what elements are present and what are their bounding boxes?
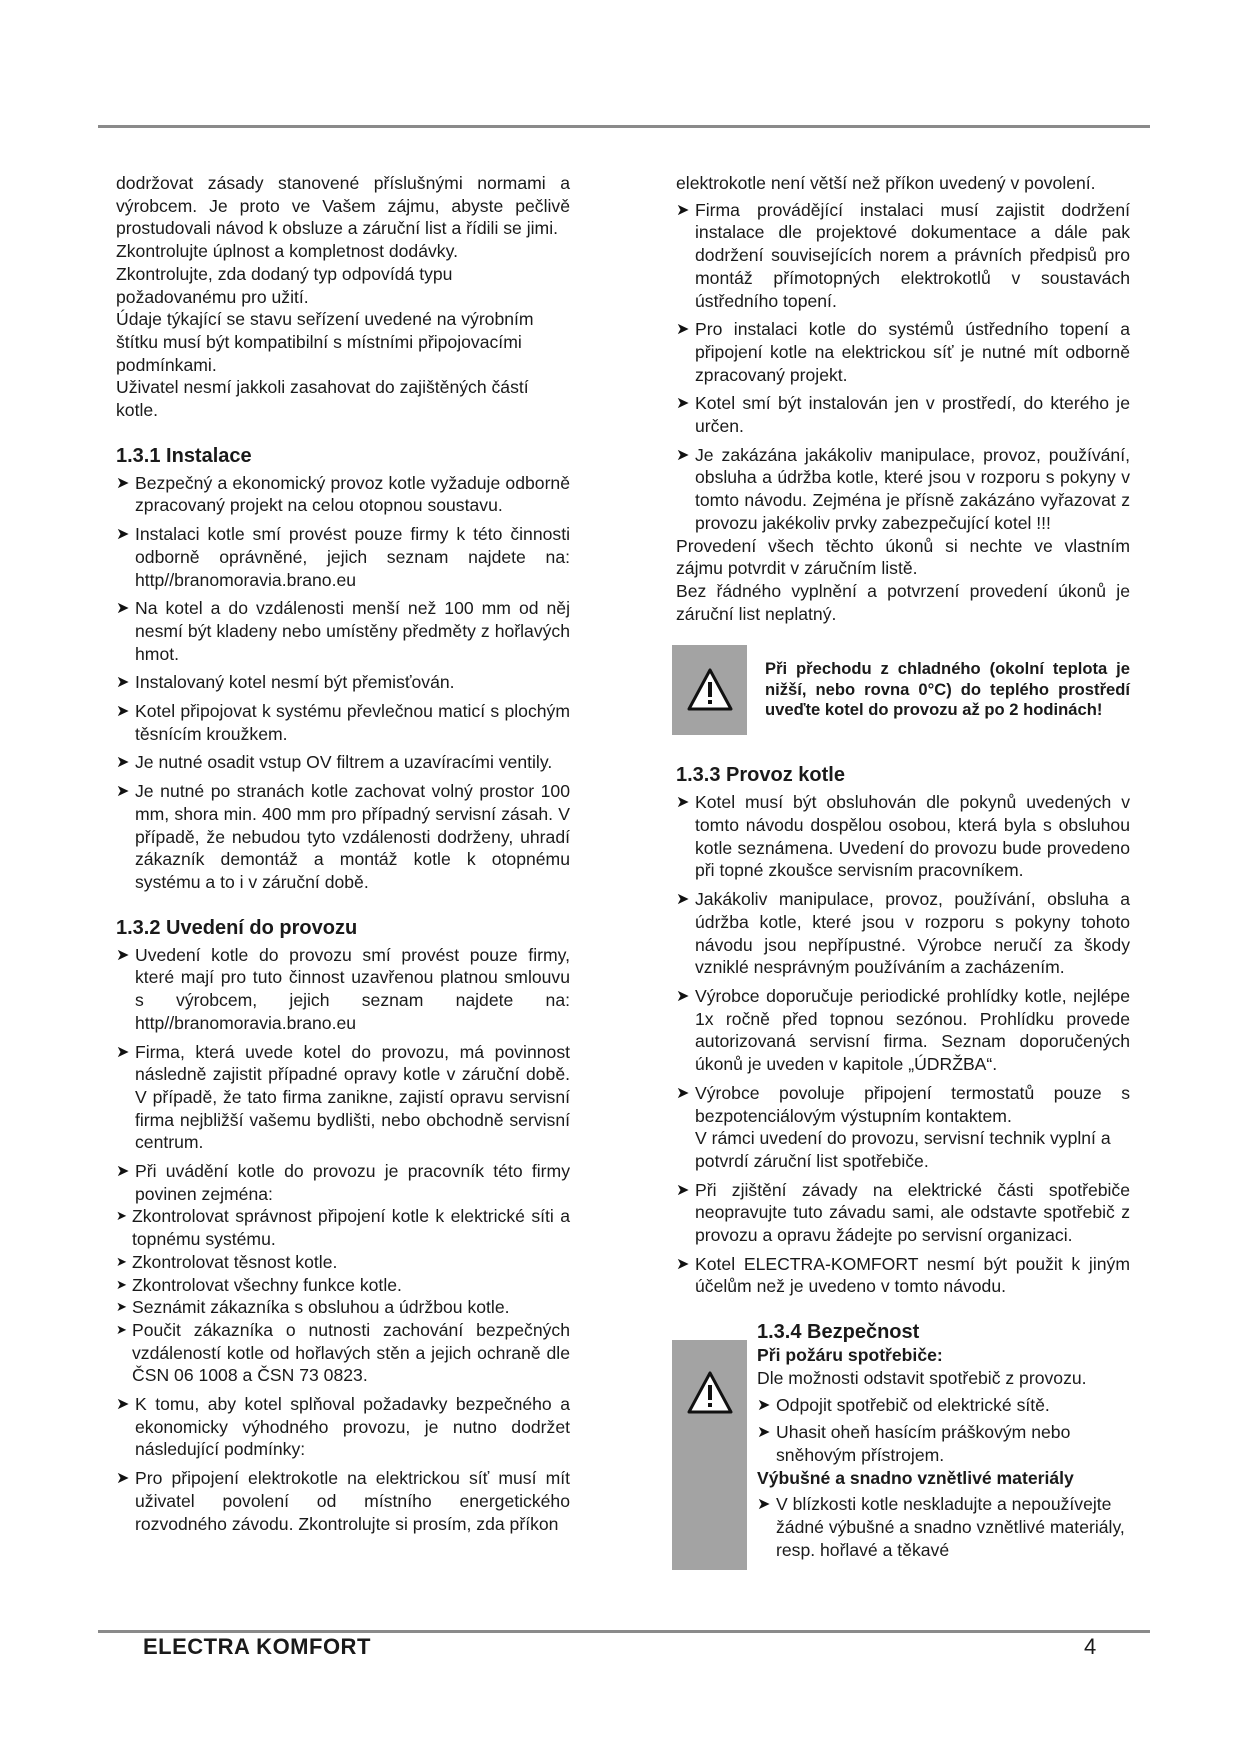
list-item: ➤ Kotel smí být instalován jen v prostředí, do kterého je určen.	[676, 393, 1130, 437]
provoz-note: V rámci uvedení do provozu, servisní technik vyplní a potvrdí záruční list spotřebiče.	[695, 1128, 1111, 1171]
arrow-bullet-icon: ➤	[676, 794, 690, 812]
arrow-bullet-icon: ➤	[676, 1084, 690, 1102]
sub-list-item: ➤ Poučit zákazníka o nutnosti zachování bezpečných vzdáleností kotle od hořlavých stěn a jejich ochraně dle ČSN 06 1008 a ČSN 73 0823.	[116, 1319, 570, 1386]
list-item: ➤ Instalaci kotle smí provést pouze firmy k této činnosti odborně oprávněné, jejich seznam najdete na: http//branomoravia.brano.eu	[116, 524, 570, 590]
bezpecnost-section	[676, 1320, 1130, 1561]
list-item: ➤ Při uvádění kotle do provozu je pracovník této firmy povinen zejména:	[116, 1161, 570, 1204]
section-heading-uvedeni: 1.3.2 Uvedení do provozu	[116, 916, 358, 939]
intro-paragraph: dodržovat zásady stanovené příslušnými normami a výrobcem. Je proto ve Vašem zájmu, abyste pečlivě prostudovali návod k obsluze a záruční list a řídili se jimi.	[116, 173, 570, 239]
bottom-rule	[98, 1630, 1150, 1633]
list-item: ➤ Je zakázána jakákoliv manipulace, provoz, používání, obsluha a údržba kotle, které jsou v rozporu s pokyny v tomto návodu. Zejména je přísně zakázáno vyřazovat z provozu jakékoliv prvky zabezpečující kotel !!!	[676, 444, 1130, 533]
bezpecnost-content	[757, 1320, 1130, 1561]
list-item: ➤ Při zjištění závady na elektrické části spotřebiče neopravujte tuto závadu sami, ale odstavte spotřebič z provozu a opravu žádejte po servisní organizaci.	[676, 1179, 1130, 1246]
sub-list-item: ➤ Zkontrolovat těsnost kotle.	[116, 1251, 338, 1272]
arrow-bullet-icon: ➤	[676, 395, 690, 413]
arrow-bullet-icon: ➤	[116, 754, 130, 772]
list-item: ➤ Odpojit spotřebič od elektrické sítě.	[757, 1394, 1050, 1415]
list-item: ➤ Kotel musí být obsluhován dle pokynů uvedených v tomto návodu dospělou osobou, která byla s obsluhou kotle seznámena. Uvedení do provozu bude provedeno při topné zkoušce servisním pracovníkem.	[676, 792, 1130, 881]
pozar-heading: Při požáru spotřebiče:	[757, 1345, 943, 1366]
right-column	[676, 172, 1130, 1561]
arrow-bullet-icon: ➤	[757, 1396, 771, 1414]
list-item: ➤ Instalovaný kotel nesmí být přemisťován.	[116, 672, 455, 693]
list-item: ➤ Je nutné osadit vstup OV filtrem a uzavíracími ventily.	[116, 752, 553, 773]
continuation-text: elektrokotle není větší než příkon uvedený v povolení.	[676, 173, 1096, 193]
arrow-bullet-icon: ➤	[676, 321, 690, 339]
warning-box	[676, 645, 1130, 755]
arrow-bullet-icon: ➤	[116, 1321, 127, 1337]
section-heading-instalace: 1.3.1 Instalace	[116, 444, 252, 467]
left-column	[116, 172, 570, 1535]
arrow-bullet-icon: ➤	[757, 1496, 771, 1514]
section-heading-bezpecnost: 1.3.4 Bezpečnost	[757, 1321, 920, 1344]
arrow-bullet-icon: ➤	[116, 1396, 130, 1414]
list-item: ➤ Výrobce povoluje připojení termostatů pouze s bezpotenciálovým výstupním kontaktem.	[676, 1082, 1130, 1126]
arrow-bullet-icon: ➤	[116, 526, 130, 544]
list-item: ➤ Je nutné po stranách kotle zachovat volný prostor 100 mm, shora min. 400 mm pro případný servisní zásah. V případě, že nebudou tyto vzdálenosti dodrženy, uhradí zákazník demontáž a montáž kotle k otopnému systému a to i v záruční době.	[116, 781, 570, 892]
list-item: ➤ Kotel ELECTRA-KOMFORT nesmí být použit k jiným účelům než je uvedeno v tomto návodu.	[676, 1253, 1130, 1297]
list-item: ➤ V blízkosti kotle neskladujte a nepoužívejte žádné výbušné a snadno vznětlivé materiály, resp. hořlavé a těkavé	[757, 1494, 1125, 1560]
arrow-bullet-icon: ➤	[116, 946, 130, 964]
intro-paragraph: Zkontrolujte úplnost a kompletnost dodávky.	[116, 241, 458, 262]
page-number: 4	[1084, 1634, 1097, 1659]
arrow-bullet-icon: ➤	[116, 1299, 127, 1315]
list-item: ➤ Výrobce doporučuje periodické prohlídky kotle, nejlépe 1x ročně před topnou sezónou. Prohlídku provede autorizovaná servisní firma. Seznam doporučených úkonů je uveden v kapitole „ÚDRŽBA“.	[676, 985, 1130, 1075]
arrow-bullet-icon: ➤	[116, 600, 130, 618]
warning-text: Při přechodu z chladného (okolní teplota je nižší, nebo rovna 0°C) do teplého prostředí uveďte kotel do provozu až po 2 hodinách!	[765, 659, 1130, 720]
intro-paragraph: Zkontrolujte, zda dodaný typ odpovídá typu požadovanému pro užití.	[116, 263, 453, 307]
list-item: ➤ K tomu, aby kotel splňoval požadavky bezpečného a ekonomicky výhodného provozu, je nutno dodržet následující podmínky:	[116, 1394, 570, 1460]
arrow-bullet-icon: ➤	[676, 446, 690, 464]
list-item: ➤ Na kotel a do vzdálenosti menší než 100 mm od něj nesmí být kladeny nebo umístěny předměty z hořlavých hmot.	[116, 598, 570, 664]
intro-paragraph: Uživatel nesmí jakkoli zasahovat do zajištěných částí kotle.	[116, 377, 529, 421]
sub-list-item: ➤ Zkontrolovat správnost připojení kotle k elektrické síti a topnému systému.	[116, 1206, 570, 1250]
list-item: ➤ Firma, která uvede kotel do provozu, má povinnost následně zajistit případné opravy kotle v záruční době. V případě, že tato firma zanikne, zajistí opravu servisní firma nejbližší vašemu bydlišti, nebo obchodně servisní centrum.	[116, 1041, 570, 1153]
arrow-bullet-icon: ➤	[116, 474, 130, 492]
top-rule	[98, 125, 1150, 128]
materialy-heading: Výbušné a snadno vznětlivé materiály	[757, 1467, 1074, 1488]
list-item: ➤ Pro připojení elektrokotle na elektrickou síť musí mít uživatel povolení od místního energetického rozvodného závodu. Zkontrolujte si prosím, zda příkon	[116, 1468, 570, 1534]
arrow-bullet-icon: ➤	[676, 1255, 690, 1273]
list-item: ➤ Pro instalaci kotle do systémů ústředního topení a připojení kotle na elektrickou síť je nutné mít odborně zpracovaný projekt.	[676, 319, 1130, 385]
warning-triangle-icon	[687, 667, 733, 713]
list-item: ➤ Uvedení kotle do provozu smí provést pouze firmy, které mají pro tuto činnost uzavřenou platnou smlouvu s výrobcem, jejich seznam najdete na: http//branomoravia.brano.eu	[116, 944, 570, 1033]
list-item: ➤ Uhasit oheň hasícím práškovým nebo sněhovým přístrojem.	[757, 1422, 1071, 1465]
sub-list-item: ➤ Seznámit zákazníka s obsluhou a údržbou kotle.	[116, 1297, 510, 1318]
section-heading-provoz: 1.3.3 Provoz kotle	[676, 764, 845, 787]
list-item: ➤ Firma provádějící instalaci musí zajistit dodržení instalace dle projektové dokumentace a dále pak dodržení souvisejících norem a právních předpisů pro montáž přímotopných elektrokotlů v soustavách ústředního topení.	[676, 199, 1130, 311]
arrow-bullet-icon: ➤	[116, 1163, 130, 1181]
arrow-bullet-icon: ➤	[116, 1253, 127, 1269]
warning-icon-panel	[672, 645, 747, 735]
arrow-bullet-icon: ➤	[676, 201, 690, 219]
arrow-bullet-icon: ➤	[116, 703, 130, 721]
paragraph: Bez řádného vyplnění a potvrzení provedení úkonů je záruční list neplatný.	[676, 580, 1130, 624]
sub-list-item: ➤ Zkontrolovat všechny funkce kotle.	[116, 1274, 402, 1295]
pozar-text: Dle možnosti odstavit spotřebič z provozu.	[757, 1367, 1087, 1388]
list-item: ➤ Jakákoliv manipulace, provoz, používání, obsluha a údržba kotle, které jsou v rozporu s pokyny tohoto návodu jsou nepřípustné. Výrobce neručí za škody vzniklé nesprávným používáním a zacházením.	[676, 889, 1130, 978]
warning-icon-panel	[672, 1340, 747, 1570]
list-item: ➤ Bezpečný a ekonomický provoz kotle vyžaduje odborně zpracovaný projekt na celou otopnou soustavu.	[116, 472, 570, 516]
paragraph: Provedení všech těchto úkonů si nechte ve vlastním zájmu potvrdit v záručním listě.	[676, 535, 1130, 579]
arrow-bullet-icon: ➤	[116, 1043, 130, 1061]
arrow-bullet-icon: ➤	[116, 783, 130, 801]
arrow-bullet-icon: ➤	[116, 674, 130, 692]
arrow-bullet-icon: ➤	[116, 1470, 130, 1488]
arrow-bullet-icon: ➤	[676, 987, 690, 1005]
arrow-bullet-icon: ➤	[116, 1208, 127, 1224]
list-item: ➤ Kotel připojovat k systému převlečnou maticí s plochým těsnícím kroužkem.	[116, 701, 570, 744]
arrow-bullet-icon: ➤	[676, 1181, 690, 1199]
arrow-bullet-icon: ➤	[757, 1424, 771, 1442]
footer-title: ELECTRA KOMFORT	[143, 1634, 371, 1659]
arrow-bullet-icon: ➤	[676, 891, 690, 909]
arrow-bullet-icon: ➤	[116, 1276, 127, 1292]
intro-paragraph: Údaje týkající se stavu seřízení uvedené na výrobním štítku musí být kompatibilní s místními připojovacími podmínkami.	[116, 309, 534, 375]
warning-triangle-icon	[687, 1370, 733, 1416]
